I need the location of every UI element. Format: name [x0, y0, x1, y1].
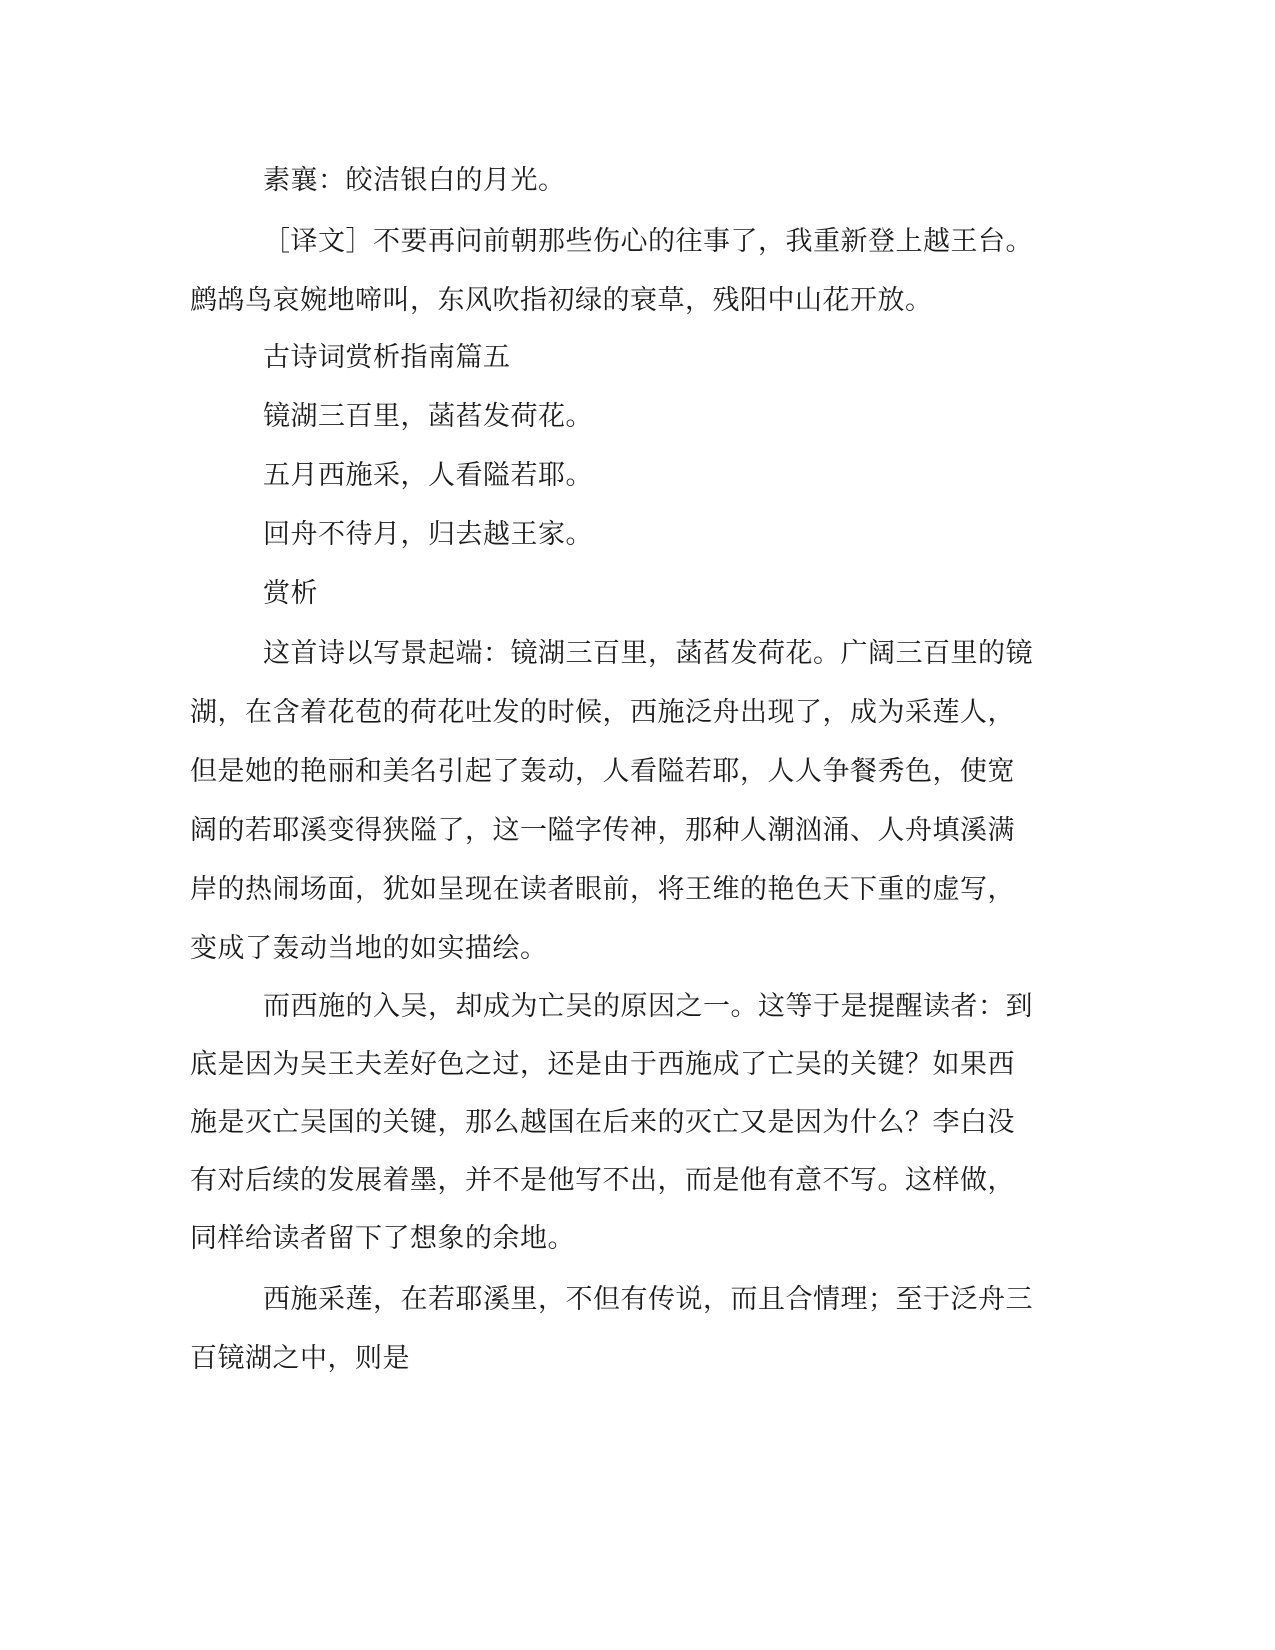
paragraph-1-line-6: 变成了轰动当地的如实描绘。 [190, 933, 548, 964]
translation-line-2: 鹧鸪鸟哀婉地啼叫，东风吹指初绿的衰草，残阳中山花开放。 [190, 285, 933, 316]
paragraph-1-line-2: 湖，在含着花苞的荷花吐发的时候，西施泛舟出现了，成为采莲人， [190, 697, 1015, 728]
paragraph-1-line-4: 阔的若耶溪变得狭隘了，这一隘字传神，那种人潮汹涌、人舟填溪满 [190, 815, 1015, 846]
paragraph-3-line-2: 百镜湖之中，则是 [190, 1343, 410, 1374]
appreciation-heading: 赏析 [263, 578, 318, 609]
section-heading: 古诗词赏析指南篇五 [263, 342, 511, 373]
paragraph-2-line-2: 底是因为吴王夫差好色之过，还是由于西施成了亡吴的关键？如果西 [190, 1049, 1015, 1080]
paragraph-2-line-5: 同样给读者留下了想象的余地。 [190, 1223, 575, 1254]
paragraph-2-line-1: 而西施的入吴，却成为亡吴的原因之一。这等于是提醒读者：到 [263, 991, 1033, 1022]
note-line-suluan: 素襄：皎洁银白的月光。 [263, 165, 566, 196]
paragraph-1-line-5: 岸的热闹场面，犹如呈现在读者眼前，将王维的艳色天下重的虚写， [190, 874, 1015, 905]
paragraph-2-line-3: 施是灭亡吴国的关键，那么越国在后来的灭亡又是因为什么？李白没 [190, 1107, 1015, 1138]
translation-line-1: ［译文］不要再问前朝那些伤心的往事了，我重新登上越王台。 [263, 226, 1033, 257]
paragraph-1-line-3: 但是她的艳丽和美名引起了轰动，人看隘若耶，人人争餐秀色，使宽 [190, 756, 1015, 787]
poem-line-1: 镜湖三百里，菡萏发荷花。 [263, 401, 593, 432]
poem-line-3: 回舟不待月，归去越王家。 [263, 519, 593, 550]
paragraph-2-line-4: 有对后续的发展着墨，并不是他写不出，而是他有意不写。这样做， [190, 1165, 1015, 1196]
paragraph-1-line-1: 这首诗以写景起端：镜湖三百里，菡萏发荷花。广阔三百里的镜 [263, 638, 1033, 669]
poem-line-2: 五月西施采，人看隘若耶。 [263, 460, 593, 491]
paragraph-3-line-1: 西施采莲，在若耶溪里，不但有传说，而且合情理；至于泛舟三 [263, 1284, 1033, 1315]
